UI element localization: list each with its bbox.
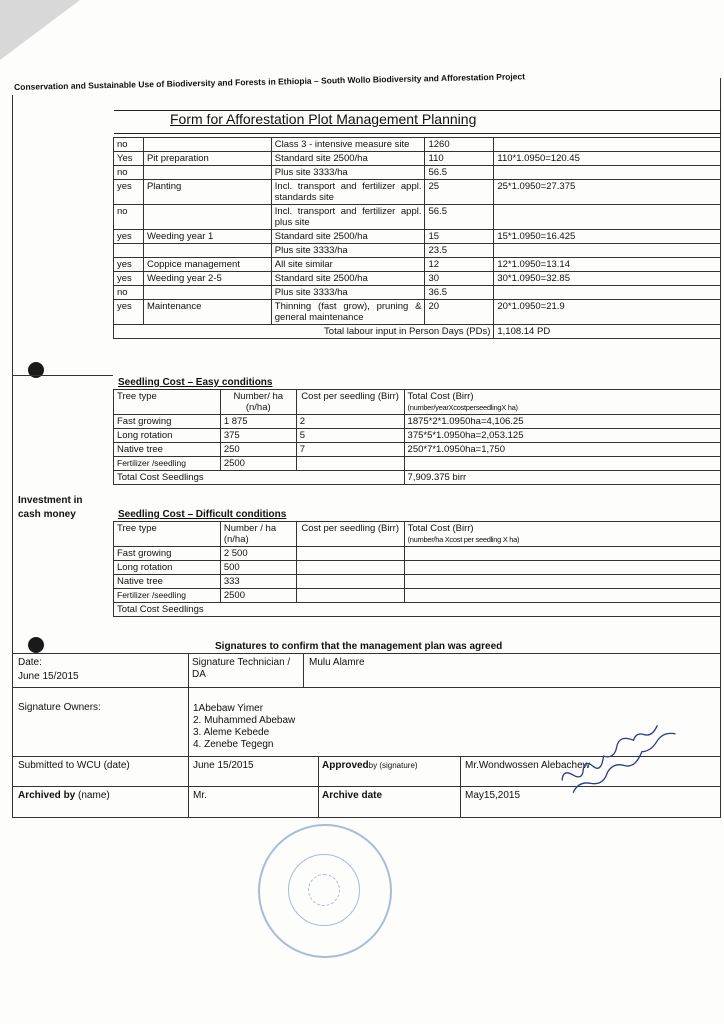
easy-total-cell: 250*7*1.0950ha=1,750: [404, 443, 720, 457]
easy-cost-cell: 5: [296, 429, 404, 443]
archived-value: Mr.: [193, 790, 207, 801]
labour-calc-cell: 20*1.0950=21.9: [494, 300, 721, 325]
labour-activity-cell: [143, 244, 271, 258]
labour-pd-cell: 30: [425, 272, 494, 286]
easy-number-cell: 250: [220, 443, 296, 457]
submitted-label: Submitted to WCU (date): [18, 760, 130, 771]
diff-header-cost: Cost per seedling (Birr): [296, 522, 404, 547]
approved-label-wrap: [322, 760, 418, 772]
difficult-conditions-title: Seedling Cost – Difficult conditions: [118, 509, 287, 520]
labour-total-value: 1,108.14 PD: [494, 325, 721, 339]
diff-type-cell: Fast growing: [114, 547, 221, 561]
labour-yn-cell: no: [114, 138, 144, 152]
labour-activity-cell: [143, 205, 271, 230]
sig-col-line-4: [460, 756, 461, 817]
labour-calc-cell: [494, 286, 721, 300]
easy-total-cell: 375*5*1.0950ha=2,053.125: [404, 429, 720, 443]
approved-label: Approved: [322, 760, 369, 771]
labour-pd-cell: 110: [425, 152, 494, 166]
labour-row: [114, 180, 721, 205]
submitted-value: June 15/2015: [193, 760, 254, 771]
labour-yn-cell: yes: [114, 258, 144, 272]
easy-type-cell: Native tree: [114, 443, 221, 457]
labour-activity-cell: Pit preparation: [143, 152, 271, 166]
owners-list: [193, 703, 295, 751]
labour-spec-cell: Class 3 - intensive measure site: [271, 138, 425, 152]
labour-calc-cell: 30*1.0950=32.85: [494, 272, 721, 286]
owners-label: Signature Owners:: [18, 702, 101, 713]
easy-cost-cell: 2: [296, 415, 404, 429]
labour-activity-cell: [143, 166, 271, 180]
easy-header-cost: Cost per seedling (Birr): [296, 390, 404, 415]
sig-col-line-3: [318, 756, 319, 817]
diff-total-label: Total Cost Seedlings: [114, 603, 721, 617]
archived-sub: (name): [78, 790, 110, 801]
labour-calc-cell: [494, 138, 721, 152]
archive-date-label: Archive date: [322, 790, 383, 801]
easy-seedling-row: [114, 415, 721, 429]
owner-1: 1Abebaw Yimer: [193, 703, 264, 714]
easy-total-cell: [404, 457, 720, 471]
diff-total-cell: [404, 547, 720, 561]
form-title: Form for Afforestation Plot Management Planning: [170, 111, 477, 127]
handwritten-signature: [552, 690, 723, 809]
labour-row: [114, 166, 721, 180]
technician-name: Mulu Alamre: [309, 657, 365, 668]
difficult-seedling-row: [114, 561, 721, 575]
difficult-seedling-table: [113, 521, 721, 617]
labour-activity-cell: Maintenance: [143, 300, 271, 325]
archive-date-value: May15,2015: [465, 790, 521, 801]
labour-spec-cell: Plus site 3333/ha: [271, 166, 425, 180]
easy-seedling-table: [113, 389, 721, 485]
labour-spec-cell: All site similar: [271, 258, 425, 272]
labour-yn-cell: yes: [114, 230, 144, 244]
labour-yn-cell: no: [114, 205, 144, 230]
diff-cost-cell: [296, 561, 404, 575]
easy-conditions-title: Seedling Cost – Easy conditions: [118, 377, 273, 388]
labour-activity-cell: [143, 138, 271, 152]
labour-total-label: Total labour input in Person Days (PDs): [114, 325, 494, 339]
labour-table: [113, 137, 721, 339]
left-border: [12, 95, 13, 817]
labour-yn-cell: no: [114, 166, 144, 180]
easy-number-cell: 375: [220, 429, 296, 443]
diff-total-cell: [404, 575, 720, 589]
folded-corner: [0, 0, 80, 60]
easy-total-cell: 1875*2*1.0950ha=4,106.25: [404, 415, 720, 429]
easy-seedling-row: [114, 429, 721, 443]
labour-pd-cell: 1260: [425, 138, 494, 152]
signatures-title: Signatures to confirm that the management plan was agreed: [215, 641, 503, 652]
labour-row: [114, 138, 721, 152]
difficult-seedling-row: [114, 589, 721, 603]
labour-yn-cell: no: [114, 286, 144, 300]
date-value: June 15/2015: [18, 671, 79, 682]
labour-activity-cell: Weeding year 2-5: [143, 272, 271, 286]
diff-number-cell: 2 500: [220, 547, 296, 561]
labour-activity-cell: [143, 286, 271, 300]
labour-calc-cell: [494, 205, 721, 230]
technician-label: Signature Technician / DA: [192, 657, 291, 680]
labour-spec-cell: Standard site 2500/ha: [271, 152, 425, 166]
labour-row: [114, 244, 721, 258]
easy-number-cell: 1 875: [220, 415, 296, 429]
labour-spec-cell: Incl. transport and fertilizer appl. plus site: [271, 205, 425, 230]
labour-row: [114, 230, 721, 244]
diff-header-total-formula: (number/ha Xcost per seedling X ha): [407, 535, 520, 544]
labour-spec-cell: Plus site 3333/ha: [271, 286, 425, 300]
labour-activity-cell: Weeding year 1: [143, 230, 271, 244]
labour-spec-cell: Standard site 2500/ha: [271, 272, 425, 286]
labour-row: [114, 272, 721, 286]
labour-calc-cell: [494, 166, 721, 180]
labour-row: [114, 286, 721, 300]
easy-header-type: Tree type: [114, 390, 221, 415]
easy-type-cell: Long rotation: [114, 429, 221, 443]
diff-number-cell: 2500: [220, 589, 296, 603]
project-header: Conservation and Sustainable Use of Biodiversity and Forests in Ethiopia – South Wollo Biodiversity and Afforestation Project: [14, 71, 526, 92]
section-divider: [12, 375, 113, 376]
diff-number-cell: 500: [220, 561, 296, 575]
easy-seedling-row: [114, 443, 721, 457]
punch-hole-bottom: [28, 637, 44, 653]
labour-spec-cell: Plus site 3333/ha: [271, 244, 425, 258]
diff-total-cell: [404, 589, 720, 603]
labour-row: [114, 300, 721, 325]
easy-total-value: 7,909.375 birr: [404, 471, 720, 485]
easy-number-cell: 2500: [220, 457, 296, 471]
easy-header-total: [404, 390, 720, 415]
diff-total-cell: [404, 561, 720, 575]
easy-cost-cell: [296, 457, 404, 471]
official-stamp: [258, 824, 392, 958]
labour-pd-cell: 56.5: [425, 166, 494, 180]
diff-cost-cell: [296, 547, 404, 561]
diff-number-cell: 333: [220, 575, 296, 589]
stamp-emblem: [308, 874, 340, 906]
difficult-seedling-row: [114, 575, 721, 589]
sig-row-line-1: [12, 687, 721, 688]
labour-row: [114, 152, 721, 166]
labour-calc-cell: 110*1.0950=120.45: [494, 152, 721, 166]
labour-calc-cell: 25*1.0950=27.375: [494, 180, 721, 205]
labour-activity-cell: Coppice management: [143, 258, 271, 272]
difficult-seedling-row: [114, 547, 721, 561]
diff-header-number: Number / ha (n/ha): [220, 522, 296, 547]
labour-spec-cell: Incl. transport and fertilizer appl. standards site: [271, 180, 425, 205]
sig-col-line-1: [188, 653, 189, 817]
labour-pd-cell: 36.5: [425, 286, 494, 300]
easy-header-number: Number/ ha (n/ha): [220, 390, 296, 415]
easy-total-label: Total Cost Seedlings: [114, 471, 405, 485]
sig-row-line-4: [12, 817, 721, 818]
labour-pd-cell: 56.5: [425, 205, 494, 230]
labour-yn-cell: yes: [114, 300, 144, 325]
labour-pd-cell: 25: [425, 180, 494, 205]
easy-cost-cell: 7: [296, 443, 404, 457]
labour-pd-cell: 12: [425, 258, 494, 272]
labour-pd-cell: 20: [425, 300, 494, 325]
labour-yn-cell: [114, 244, 144, 258]
labour-yn-cell: Yes: [114, 152, 144, 166]
easy-type-cell: Fertilizer /seedling: [114, 457, 221, 471]
diff-cost-cell: [296, 575, 404, 589]
diff-header-type: Tree type: [114, 522, 221, 547]
signature-scribble: [552, 690, 721, 805]
approved-sub: by (signature): [368, 761, 418, 770]
approved-value: Mr.Wondwossen Alebachew: [465, 760, 590, 771]
sig-col-line-2: [303, 653, 304, 687]
easy-header-total-label: Total Cost (Birr): [407, 391, 474, 402]
diff-header-total-label: Total Cost (Birr): [407, 523, 474, 534]
diff-type-cell: Long rotation: [114, 561, 221, 575]
easy-type-cell: Fast growing: [114, 415, 221, 429]
archived-label-wrap: [18, 790, 110, 802]
diff-type-cell: Native tree: [114, 575, 221, 589]
easy-header-total-formula: (number/yearXcostperseedlingX ha): [407, 403, 518, 412]
labour-activity-cell: Planting: [143, 180, 271, 205]
diff-cost-cell: [296, 589, 404, 603]
labour-total-row: [114, 325, 721, 339]
investment-label: Investment in cash money: [18, 495, 83, 520]
diff-header-total: [404, 522, 720, 547]
labour-row: [114, 258, 721, 272]
labour-spec-cell: Thinning (fast grow), pruning & general maintenance: [271, 300, 425, 325]
labour-pd-cell: 15: [425, 230, 494, 244]
labour-row: [114, 205, 721, 230]
owner-2: 2. Muhammed Abebaw: [193, 715, 296, 726]
labour-spec-cell: Standard site 2500/ha: [271, 230, 425, 244]
labour-pd-cell: 23.5: [425, 244, 494, 258]
signatures-top-line: [12, 653, 721, 654]
owner-4: 4. Zenebe Tegegn: [193, 739, 274, 750]
easy-seedling-row: [114, 457, 721, 471]
date-label: Date:: [18, 657, 42, 668]
diff-type-cell: Fertilizer /seedling: [114, 589, 221, 603]
archived-label: Archived by: [18, 790, 76, 801]
owner-3: 3. Aleme Kebede: [193, 727, 270, 738]
labour-yn-cell: yes: [114, 272, 144, 286]
labour-calc-cell: 12*1.0950=13.14: [494, 258, 721, 272]
labour-yn-cell: yes: [114, 180, 144, 205]
labour-calc-cell: 15*1.0950=16.425: [494, 230, 721, 244]
labour-calc-cell: [494, 244, 721, 258]
